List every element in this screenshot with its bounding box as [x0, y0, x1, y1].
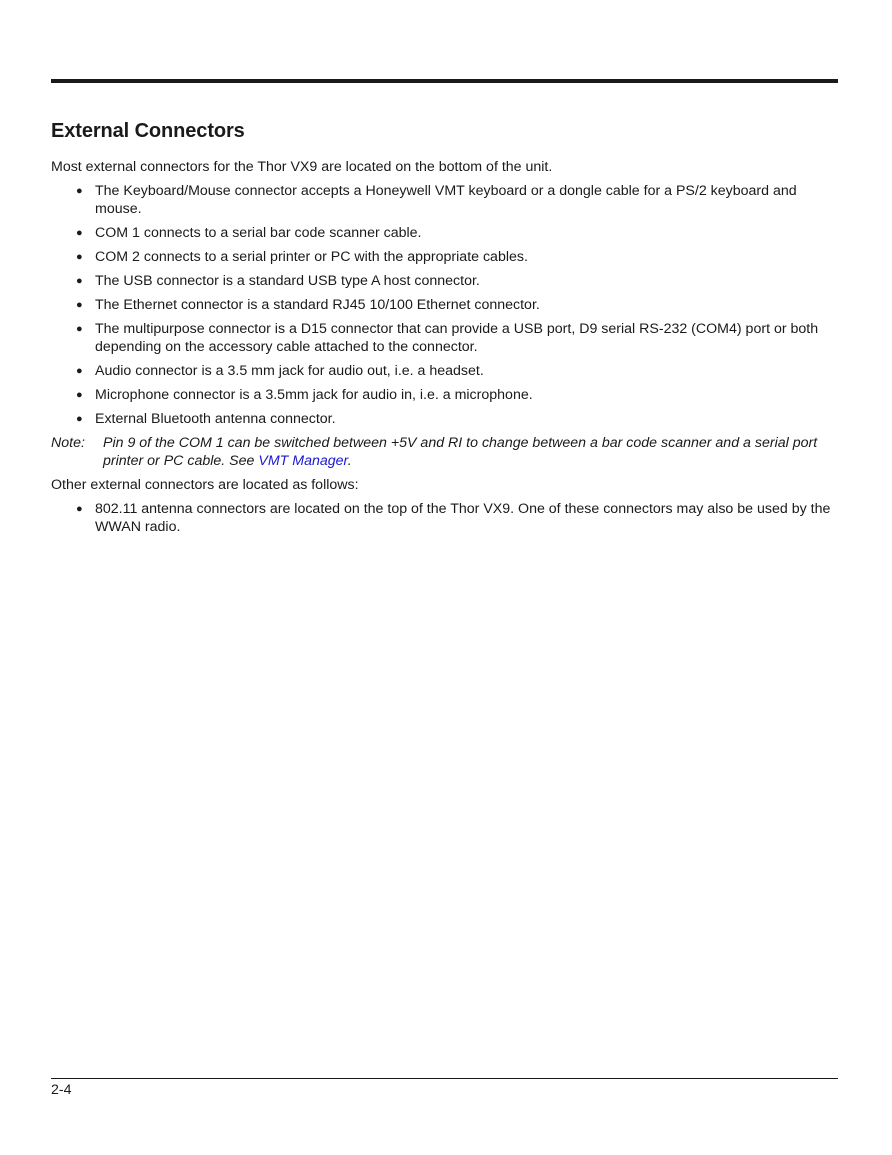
list-item-text: The Keyboard/Mouse connector accepts a Honeywell VMT keyboard or a dongle cable for a PS/2 keyboard and mouse. [95, 183, 797, 217]
other-intro-paragraph: Other external connectors are located as follows: [51, 477, 359, 493]
page-number: 2-4 [51, 1082, 72, 1098]
bullet-icon: ● [76, 503, 83, 515]
bullet-icon: ● [76, 299, 83, 311]
list-item [51, 248, 841, 266]
bullet-icon: ● [76, 185, 83, 197]
list-item [51, 272, 841, 290]
list-item-text: Microphone connector is a 3.5mm jack for audio in, i.e. a microphone. [95, 387, 533, 403]
list-item-text: The Ethernet connector is a standard RJ45 10/100 Ethernet connector. [95, 297, 540, 313]
connector-list [51, 182, 841, 428]
list-item-text: The multipurpose connector is a D15 connector that can provide a USB port, D9 serial RS-232 (COM4) port or both depending on the accessory cable attached to the connector. [95, 321, 819, 355]
list-item [51, 410, 841, 428]
page-content [51, 118, 841, 542]
list-item-text: COM 1 connects to a serial bar code scanner cable. [95, 225, 422, 241]
list-item-text: External Bluetooth antenna connector. [95, 411, 336, 427]
note-paragraph [51, 434, 841, 470]
list-item [51, 362, 841, 380]
vmt-manager-link[interactable]: VMT Manager [258, 453, 348, 469]
bullet-icon: ● [76, 323, 83, 335]
bullet-icon: ● [76, 365, 83, 377]
header-rule [51, 79, 838, 83]
note-suffix: . [347, 453, 352, 469]
intro-paragraph: Most external connectors for the Thor VX9 are located on the bottom of the unit. [51, 159, 553, 175]
bullet-icon: ● [76, 275, 83, 287]
list-item [51, 182, 841, 218]
list-item [51, 320, 841, 356]
other-connector-list [51, 500, 841, 536]
bullet-icon: ● [76, 389, 83, 401]
footer-rule [51, 1078, 838, 1079]
list-item [51, 500, 841, 536]
bullet-icon: ● [76, 227, 83, 239]
list-item [51, 224, 841, 242]
list-item [51, 386, 841, 404]
list-item [51, 296, 841, 314]
section-heading: External Connectors [51, 120, 245, 142]
list-item-text: Audio connector is a 3.5 mm jack for audio out, i.e. a headset. [95, 363, 484, 379]
note-label: Note: [51, 435, 85, 451]
list-item-text: 802.11 antenna connectors are located on the top of the Thor VX9. One of these connectors may also be used by the WWAN radio. [95, 501, 831, 535]
bullet-icon: ● [76, 251, 83, 263]
list-item-text: The USB connector is a standard USB type A host connector. [95, 273, 480, 289]
bullet-icon: ● [76, 413, 83, 425]
note-text: Pin 9 of the COM 1 can be switched between +5V and RI to change between a bar code scanner and a serial port printer or PC cable. See [103, 435, 818, 469]
list-item-text: COM 2 connects to a serial printer or PC with the appropriate cables. [95, 249, 528, 265]
